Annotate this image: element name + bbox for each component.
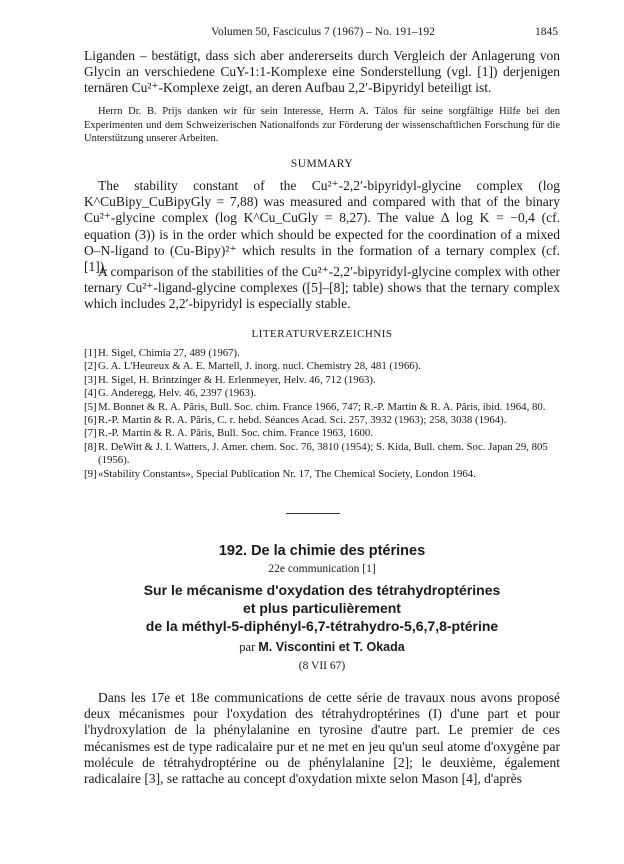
authors-line (84, 640, 560, 655)
received-date: (8 VII 67) (298, 660, 346, 672)
journal-citation: Volumen 50, Fasciculus 7 (1967) – No. 191–192 (211, 26, 435, 38)
reference-item: [6] R.-P. Martin & R. A. Pâris, C. r. hebd. Séances Acad. Sci. 257, 3932 (1963); 258, 3038 (1964). (84, 414, 507, 427)
chapter-title: 192. De la chimie des ptérines (218, 543, 426, 559)
article-title-line: et plus particulièrement (243, 600, 401, 616)
article-title-line: Sur le mécanisme d'oxydation des tétrahydroptérines (143, 582, 501, 598)
acknowledgement: Herrn Dr. B. Prijs danken wir für sein Interesse, Herrn A. Tálos für seine sorgfältige Hilfe bei den Experimenten und dem Schweizerischen Nationalfonds zur Förderung der wissenschaftlichen Forschung für die Unterstützung unserer Arbeiten. (84, 106, 560, 144)
reference-item: [7] R.-P. Martin & R. A. Pâris, Bull. Soc. chim. France 1963, 1600. (84, 427, 374, 440)
running-header (88, 26, 558, 42)
summary-heading: SUMMARY (290, 158, 354, 170)
article-title-line: de la méthyl-5-diphényl-6,7-tétrahydro-5,6,7,8-ptérine (145, 618, 499, 634)
reference-item: [4] G. Anderegg, Helv. 46, 2397 (1963). (84, 387, 257, 400)
reference-item: [5] M. Bonnet & R. A. Pâris, Bull. Soc. chim. France 1966, 747; R.-P. Martin & R. A. Pâris, ibid. 1964, 80. (84, 400, 546, 413)
reference-item: [1] H. Sigel, Chimia 27, 489 (1967). (84, 347, 240, 359)
page-number: 1845 (535, 26, 558, 38)
authors-prefix: par (239, 640, 256, 654)
communication-number: 22e communication [1] (268, 563, 376, 575)
references-heading: LITERATURVERZEICHNIS (251, 328, 393, 340)
authors: M. Viscontini et T. Okada (258, 640, 405, 654)
reference-item: [8] R. DeWitt & J. I. Watters, J. Amer. chem. Soc. 76, 3810 (1954); S. Kida, Bull. chem. Soc. Japan 29, 805 (1956). (84, 440, 548, 467)
article-title (84, 581, 560, 635)
reference-item: [9] «Stability Constants», Special Publication Nr. 17, The Chemical Society, London 1964. (84, 467, 476, 480)
reference-item: [3] H. Sigel, H. Brintzinger & H. Erlenmeyer, Helv. 46, 712 (1963). (84, 373, 376, 386)
reference-item: [2] G. A. L'Heureux & A. E. Martell, J. inorg. nucl. Chemistry 28, 481 (1966). (84, 360, 421, 373)
reference-list (84, 347, 560, 481)
section-divider (286, 513, 340, 514)
article-intro: Dans les 17e et 18e communications de cette série de travaux nous avons proposé deux mécanismes pour l'oxydation des tétrahydroptérines (I) d'une part et pour l'hydroxylation de la phénylalanine en tyrosine d'autre part. Le premier de ces mécanismes est de type radicalaire pur et ne met en jeu qu'un seul atome d'oxygène par molécule de tétrahydroptérine ou de phénylalanine [2]; le deuxième, également radicalaire [3], se rattache au concept d'oxydation mixte selon Mason [4], d'après (84, 690, 560, 787)
summary-paragraph-2: A comparison of the stabilities of the Cu²⁺-2,2′-bipyridyl-glycine complex with other ternary Cu²⁺-ligand-glycine complexes ([5]–[8]; table) shows that the ternary complex which includes 2,2′-bipyridyl is especially stable. (84, 264, 560, 312)
summary-paragraph-1: The stability constant of the Cu²⁺-2,2′-bipyridyl-glycine complex (log K^CuBipy_CuBipyGly = 7,88) was measured and compared with that of the binary Cu²⁺-glycine complex (log K^Cu_CuGly = 8,27). The value Δ log K = −0,4 (cf. equation (3)) is in the order which should be expected for the coordination of a mixed O–N-ligand to (Cu-Bipy)²⁺ which results in the formation of a ternary complex (cf. [1]). (84, 178, 560, 275)
german-paragraph: Liganden – bestätigt, dass sich aber andererseits durch Vergleich der Anlagerung von Glycin an verschiedene CuY-1:1-Komplexe eine Sonderstellung (vgl. [1]) derjenigen ternären Cu²⁺-Komplexe zeigt, an deren Aufbau 2,2′-Bipyridyl beteiligt ist. (84, 48, 560, 96)
